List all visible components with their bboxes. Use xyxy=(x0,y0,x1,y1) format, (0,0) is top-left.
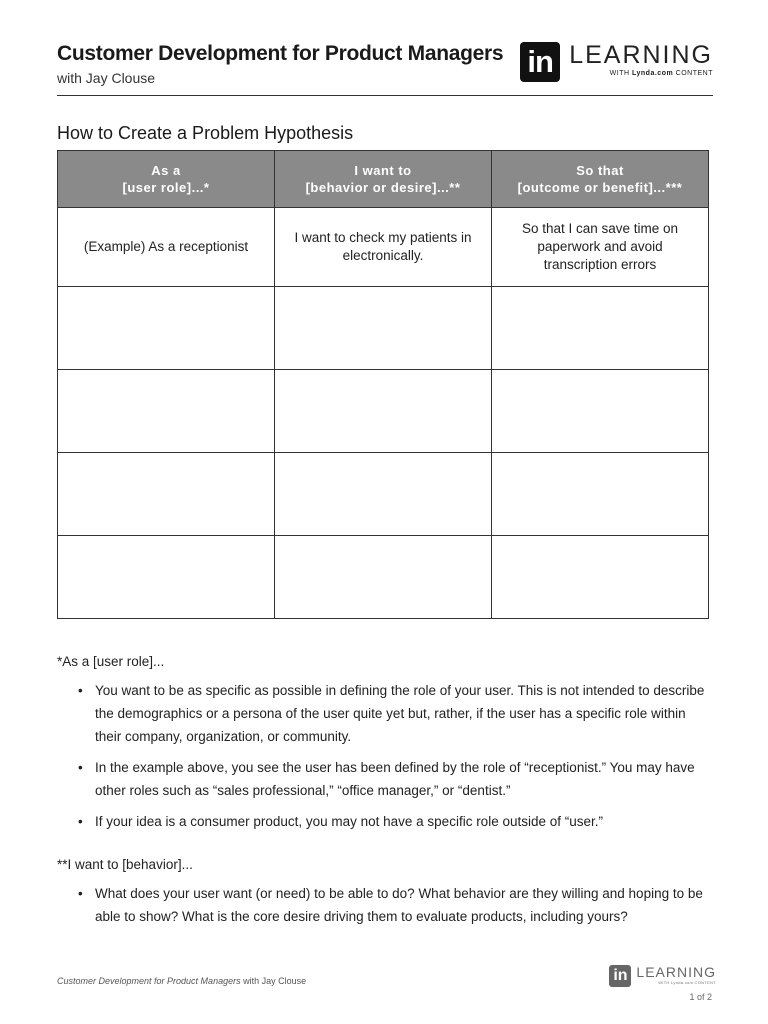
linkedin-icon: in xyxy=(520,42,560,82)
linkedin-icon: in xyxy=(609,965,631,987)
list-item: • If your idea is a consumer product, you may not have a specific role outside of “user.” xyxy=(57,810,713,833)
user-role-list xyxy=(57,679,713,833)
table-cell-blank[interactable] xyxy=(492,370,709,453)
table-row-blank xyxy=(58,453,709,536)
column-header-user-role: As a [user role]...* xyxy=(58,151,275,208)
list-item: • You want to be as specific as possible in defining the role of your user. This is not intended to describe the demographics or a persona of the user quite yet but, rather, if the user has a specific role within their company, organization, or community. xyxy=(57,679,713,748)
document-header xyxy=(57,42,713,96)
table-cell-blank[interactable] xyxy=(58,536,275,619)
table-cell-blank[interactable] xyxy=(58,287,275,370)
table-row-blank xyxy=(58,370,709,453)
bullet-icon: • xyxy=(78,814,83,829)
table-cell: So that I can save time on paperwork and avoid transcription errors xyxy=(492,208,709,287)
logo-tagline: WITH Lynda.com CONTENT xyxy=(609,70,713,77)
linkedin-learning-logo xyxy=(520,42,713,86)
section-title: How to Create a Problem Hypothesis xyxy=(57,123,354,143)
list-item: • What does your user want (or need) to be able to do? What behavior are they willing and hoping to be able to show? What is the core desire driving them to evaluate products, including yours? xyxy=(57,882,713,928)
bullet-icon: • xyxy=(78,683,83,698)
footer-logo-wordmark: LEARNING xyxy=(636,964,716,980)
table-cell-blank[interactable] xyxy=(492,453,709,536)
column-header-behavior: I want to [behavior or desire]...** xyxy=(275,151,492,208)
document-title: Customer Development for Product Managers xyxy=(57,42,504,65)
bullet-icon: • xyxy=(78,760,83,775)
table-cell-blank[interactable] xyxy=(275,287,492,370)
table-cell-blank[interactable] xyxy=(275,536,492,619)
column-header-outcome: So that [outcome or benefit]...*** xyxy=(492,151,709,208)
table-row-example xyxy=(58,208,709,287)
behavior-list xyxy=(57,882,713,928)
footer-logo-tagline: WITH Lynda.com CONTENT xyxy=(658,980,716,985)
table-cell-blank[interactable] xyxy=(58,370,275,453)
bullet-icon: • xyxy=(78,886,83,901)
table-row-blank xyxy=(58,287,709,370)
table-cell-blank[interactable] xyxy=(492,287,709,370)
table-row-blank xyxy=(58,536,709,619)
table-cell-blank[interactable] xyxy=(58,453,275,536)
table-cell-blank[interactable] xyxy=(275,453,492,536)
table-cell-blank[interactable] xyxy=(492,536,709,619)
table-header-row xyxy=(58,151,709,208)
header-divider xyxy=(57,95,713,96)
logo-wordmark: LEARNING xyxy=(569,41,713,69)
table-cell: (Example) As a receptionist xyxy=(58,208,275,287)
footer-course-credit: Customer Development for Product Managers with Jay Clouse xyxy=(57,976,307,986)
table-cell: I want to check my patients in electronically. xyxy=(275,208,492,287)
list-item: • In the example above, you see the user has been defined by the role of “receptionist.” You may have other roles such as “sales professional,” “office manager,” or “dentist.” xyxy=(57,756,713,802)
notes-section xyxy=(57,650,713,936)
hypothesis-table xyxy=(57,150,709,619)
page-number: 1 of 2 xyxy=(689,992,712,1002)
table-cell-blank[interactable] xyxy=(275,370,492,453)
document-subtitle: with Jay Clouse xyxy=(57,70,156,86)
note-heading-user-role: *As a [user role]... xyxy=(57,654,165,669)
note-heading-behavior: **I want to [behavior]... xyxy=(57,857,193,872)
footer-linkedin-learning-logo xyxy=(609,965,716,987)
